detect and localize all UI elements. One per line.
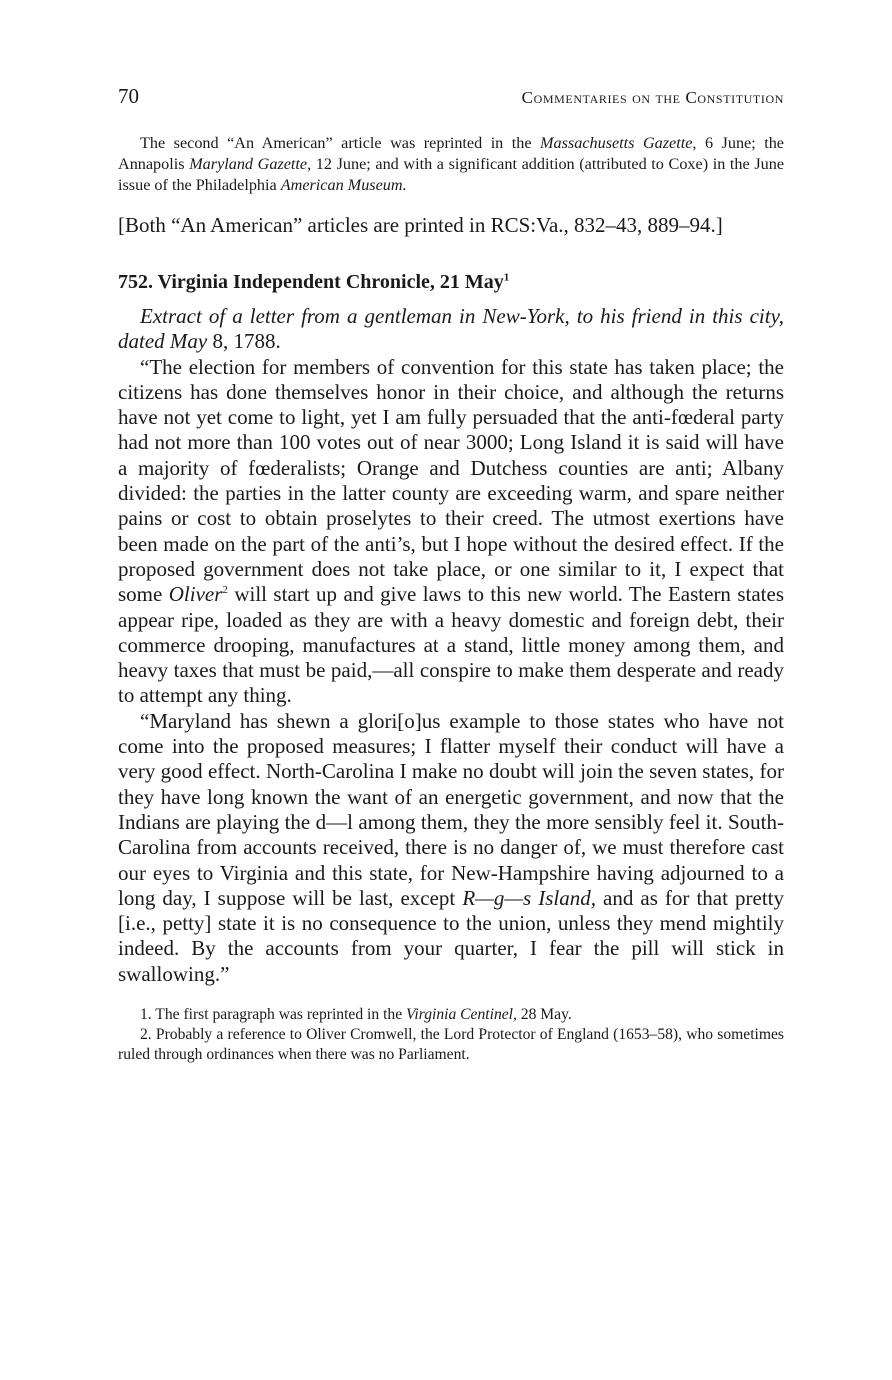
editorial-bracket-note: [Both “An American” articles are printed in RCS:Va., 832–43, 889–94.] [118, 213, 723, 237]
letter-text: “Maryland has shewn a glori[o]us example to those states who have not come into the proposed measures; I flatter myself their conduct will have a very good effect. North-Carolina I make no doubt will join the seven states, for they have long known the want of an energetic government, and now that the Indians are playing the d—l among them, they the more sensibly feel it. South-Carolina from accounts received, there is no danger of, we must therefore cast our eyes to Virginia and this state, for New-Hampshire having adjourned to a long day, I suppose will be last, except [118, 708, 784, 910]
running-title: Commentaries on the Constitution [521, 88, 784, 107]
dateline-text: Extract of a letter from a gentleman in New-York, to his friend in this city, dated May [118, 304, 784, 354]
letter-paragraph [118, 709, 784, 987]
document-heading [118, 271, 784, 294]
footnote-ref: 1 [503, 271, 510, 284]
page-number: 70 [118, 84, 139, 108]
magazine-title: American Museum. [280, 176, 407, 194]
letter-text: will start up and give laws to this new world. The Eastern states appear ripe, loaded as they are with a heavy domestic and foreign debt, their commerce drooping, manufactures at a stand, little money among them, and heavy taxes that must be paid,—all conspire to make them desperate and ready to attempt any thing. [118, 582, 785, 708]
footnote-2: 2. Probably a reference to Oliver Cromwell, the Lord Protector of England (1653–58), who sometimes ruled through ordinances when there was no Parliament. [118, 1026, 784, 1064]
newspaper-title: Maryland Gazette, [189, 155, 312, 173]
footnote-text: 28 May. [516, 1006, 572, 1024]
running-head [118, 84, 784, 109]
intro-text: 12 June; and with a significant addition (attributed to Coxe) in the June issue of the Philadelphia [118, 155, 785, 194]
letter-italic: R—g—s Island, [462, 885, 596, 910]
footnote-1 [118, 1005, 784, 1025]
dateline-date: 8, 1788. [207, 329, 281, 354]
footnote-text: 1. The first paragraph was reprinted in the [140, 1006, 407, 1024]
letter-text: “The election for members of convention for this state has taken place; the citizens has done themselves honor in their choice, and although the returns have not yet come to light, yet I am fully persuaded that the anti-fœderal party had not more than 100 votes out of near 3000; Long Island it is said will have a majority of fœderalists; Orange and Dutchess counties are anti; Albany divided: the parties in the latter county are exceeding warm, and spare neither pains or cost to obtain proselytes to their creed. The utmost exertions have been made on the part of the anti’s, but I hope without the desired effect. If the proposed government does not take place, or one similar to it, I expect that some [118, 354, 784, 607]
letter-paragraph [118, 355, 784, 709]
letter-text: and as for that pretty [i.e., petty] state it is no consequence to the union, unless they mend mightily indeed. By the accounts from your quarter, I fear the pill will stick in swallowing.” [118, 885, 784, 986]
intro-text: The second “An American” article was reprinted in the [140, 134, 541, 152]
letter-italic: Oliver [168, 582, 223, 607]
intro-text: 6 June; the Annapolis [118, 134, 784, 173]
footnote-ref: 2 [222, 584, 228, 597]
document-heading-text: 752. Virginia Independent Chronicle, 21 May [118, 271, 504, 293]
newspaper-title: Virginia Centinel, [406, 1006, 517, 1024]
page [118, 84, 784, 1065]
newspaper-title: Massachusetts Gazette, [540, 134, 697, 152]
dateline [118, 304, 784, 355]
intro-paragraph [118, 133, 784, 196]
